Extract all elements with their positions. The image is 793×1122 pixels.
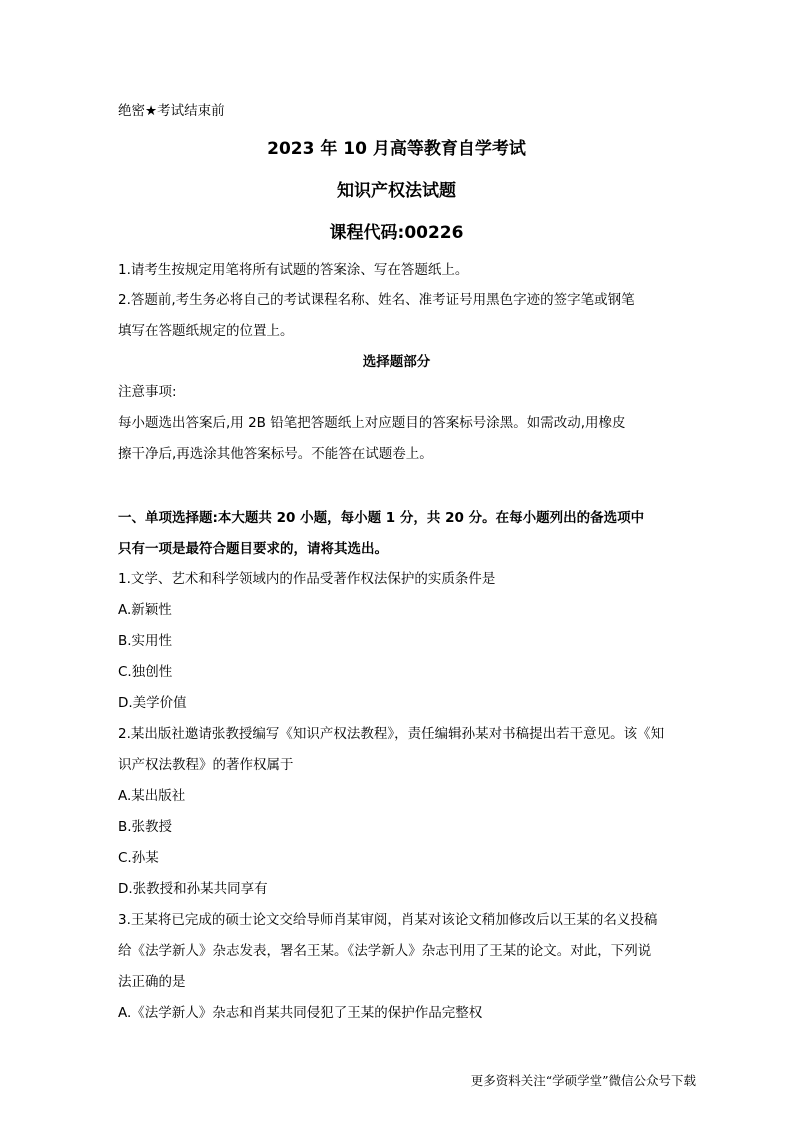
question-3-stem-line-1: 3.王某将已完成的硕士论文交给导师肖某审阅，肖某对该论文稍加修改后以王某的名义投稿 [118,912,658,928]
notice-line-2: 擦干净后,再选涂其他答案标号。不能答在试题卷上。 [118,446,433,462]
question-1-option-d: D.美学价值 [118,695,187,711]
question-3-option-a: A.《法学新人》杂志和肖某共同侵犯了王某的保护作品完整权 [118,1005,483,1021]
question-2-stem-line-2: 识产权法教程》的著作权属于 [118,757,294,773]
subject-title: 知识产权法试题 [337,181,456,201]
instruction-2-line-2: 填写在答题纸规定的位置上。 [118,323,294,339]
instruction-1: 1.请考生按规定用笔将所有试题的答案涂、写在答题纸上。 [118,262,469,278]
question-1-stem: 1.文学、艺术和科学领域内的作品受著作权法保护的实质条件是 [118,571,496,587]
notice-label: 注意事项: [118,384,177,400]
question-1-option-a: A.新颖性 [118,602,172,618]
exam-title: 2023 年 10 月高等教育自学考试 [267,139,526,159]
section-heading-choice: 选择题部分 [362,354,431,370]
part-one-heading-line-2: 只有一项是最符合题目要求的，请将其选出。 [118,541,388,557]
question-2-option-d: D.张教授和孙某共同享有 [118,881,268,897]
notice-line-1: 每小题选出答案后,用 2B 铅笔把答题纸上对应题目的答案标号涂黑。如需改动,用橡皮 [118,415,626,431]
question-1-option-b: B.实用性 [118,633,173,649]
question-3-stem-line-2: 给《法学新人》杂志发表，署名王某。《法学新人》杂志刊用了王某的论文。对此，下列说 [118,943,652,959]
question-1-option-c: C.独创性 [118,664,173,680]
secret-mark: 绝密★考试结束前 [118,103,225,119]
instruction-2-line-1: 2.答题前,考生务必将自己的考试课程名称、姓名、准考证号用黑色字迹的签字笔或钢笔 [118,292,635,308]
footer-note: 更多资料关注“学硕学堂”微信公众号下载 [470,1073,696,1088]
part-one-heading-line-1: 一、单项选择题:本大题共 20 小题，每小题 1 分，共 20 分。在每小题列出的备选项中 [118,510,645,526]
question-3-stem-line-3: 法正确的是 [118,974,186,990]
question-2-stem-line-1: 2.某出版社邀请张教授编写《知识产权法教程》，责任编辑孙某对书稿提出若干意见。该《知 [118,726,665,742]
question-2-option-c: C.孙某 [118,850,159,866]
course-code: 课程代码:00226 [329,223,464,243]
question-2-option-b: B.张教授 [118,819,173,835]
question-2-option-a: A.某出版社 [118,788,186,804]
